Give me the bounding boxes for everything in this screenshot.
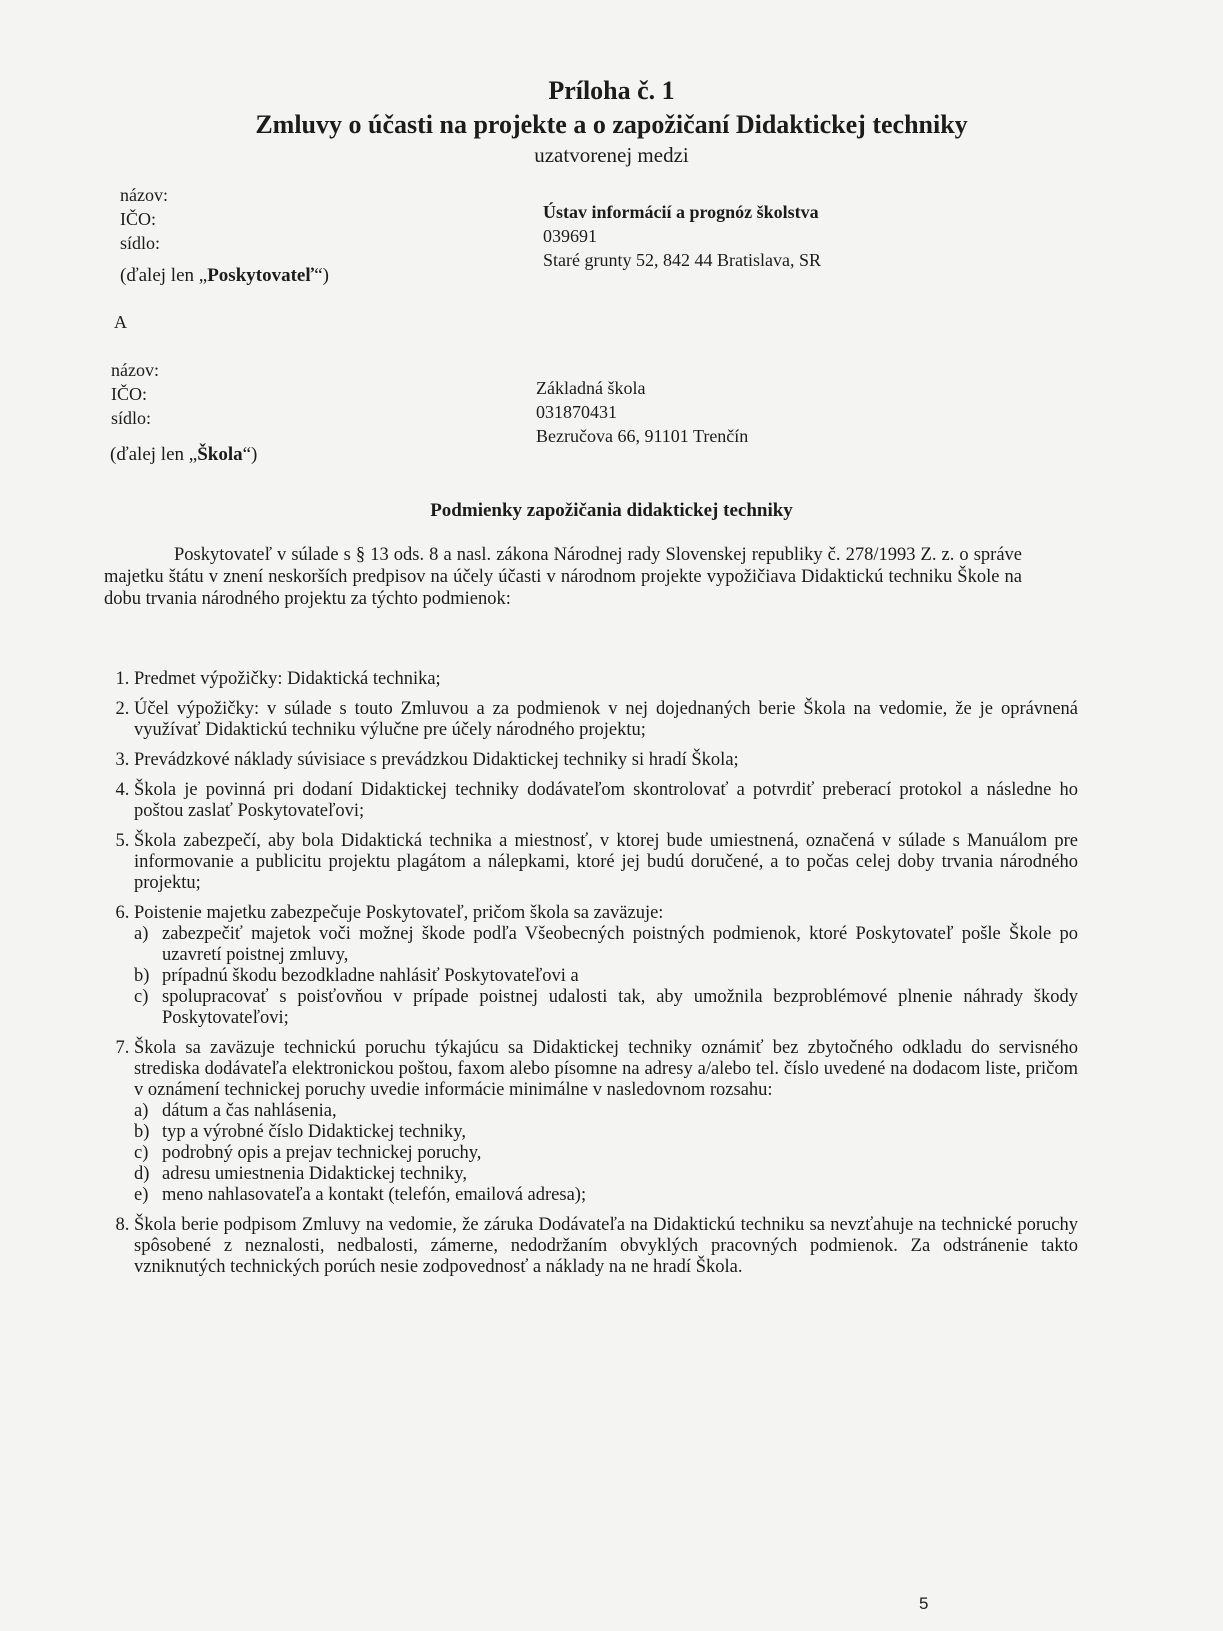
party1-values [543,200,821,272]
sub-item [134,966,1078,987]
item-text: Škola berie podpisom Zmluvy na vedomie, že záruka Dodávateľa na Didaktickú techniku sa nevzťahuje na technické poruchy spôsobené z neznalosti, nedbalosti, zámerne, nedodržaním obvyklých pracovných podmienok. Za odstránenie takto vzniknutých technických porúch nesie zodpovednosť a náklady na ne hradí Škola. [134,1215,1078,1277]
party2-alias-suffix: “) [242,444,258,465]
item-text: Predmet výpožičky: Didaktická technika; [134,669,441,689]
sub-item-text: podrobný opis a prejav technickej poruchy, [162,1143,482,1163]
sub-list [134,924,1078,1029]
item-text: Škola zabezpečí, aby bola Didaktická technika a miestnosť, v ktorej bude umiestnená, označená v súlade s Manuálom pre informovanie a publicitu projektu plagátom a nálepkami, ktoré jej budú doručené, a to počas celej doby trvania národného projektu; [134,831,1078,893]
sub-item [134,1185,1078,1206]
party2-alias-prefix: (ďalej len „ [110,444,198,465]
item-text: Prevádzkové náklady súvisiace s prevádzkou Didaktickej techniky si hradí Škola; [134,750,739,770]
and-label: A [114,312,127,332]
list-item [134,780,1078,822]
party2-label-ico: IČO: [111,384,147,404]
sub-item-label: a) [134,1101,149,1121]
sub-item [134,987,1078,1029]
sub-item [134,1143,1078,1164]
item-text: Škola sa zaväzuje technickú poruchu týkajúcu sa Didaktickej techniky oznámiť bez zbytočného odkladu do servisného strediska dodávateľa elektronickou poštou, faxom alebo písomne na adresy a/alebo tel. číslo uvedené na dodacom liste, pričom v oznámení technickej poruchy uvedie informácie minimálne v nasledovnom rozsahu: [134,1038,1078,1100]
party2-labels [111,358,159,430]
page-number: 5 [919,1594,929,1613]
list-item [134,903,1078,1029]
party1-ico: 039691 [543,226,597,246]
party1-alias-name: Poskytovateľ [207,265,315,286]
sub-list [134,1101,1078,1206]
party1-labels [120,183,168,255]
party1-label-name: názov: [120,185,168,205]
list-item [134,831,1078,894]
sub-item-text: adresu umiestnenia Didaktickej techniky, [162,1164,467,1184]
sub-item-text: dátum a čas nahlásenia, [162,1101,337,1121]
list-item [134,699,1078,741]
list-item [134,1038,1078,1206]
sub-item [134,1122,1078,1143]
party1-alias-prefix: (ďalej len „ [120,265,208,286]
sub-item [134,1101,1078,1122]
list-item [134,1215,1078,1278]
sub-item-text: zabezpečiť majetok voči možnej škode podľa Všeobecných poistných podmienok, ktoré Poskytovateľ pošle Škole po uzavretí poistnej zmluvy, [162,924,1078,965]
sub-item-label: c) [134,1143,149,1163]
party2-alias [110,444,257,466]
party1-alias-suffix: “) [314,265,330,286]
sub-item-label: d) [134,1164,150,1184]
sub-item-text: prípadnú škodu bezodkladne nahlásiť Poskytovateľovi a [162,966,579,986]
sub-item-label: b) [134,966,150,986]
sub-item-text: spolupracovať s poisťovňou v prípade poistnej udalosti tak, aby umožnila bezproblémové plnenie náhrady škody Poskytovateľovi; [162,987,1078,1028]
sub-item-text: meno nahlasovateľa a kontakt (telefón, emailová adresa); [162,1185,587,1205]
section-title: Podmienky zapožičania didaktickej techniky [430,500,793,521]
party1-name: Ústav informácií a prognóz školstva [543,202,819,222]
party2-address: Bezručova 66, 91101 Trenčín [536,426,749,446]
list-item [134,669,1078,690]
sub-item [134,1164,1078,1185]
sub-item [134,924,1078,966]
annex-title: Príloha č. 1 [548,76,675,105]
item-text: Poistenie majetku zabezpečuje Poskytovateľ, pričom škola sa zaväzuje: [134,903,664,923]
party2-label-seat: sídlo: [111,408,152,428]
intro-paragraph: Poskytovateľ v súlade s § 13 ods. 8 a nasl. zákona Národnej rady Slovenskej republiky č. 278/1993 Z. z. o správe majetku štátu v znení neskorších predpisov na účely účasti v národnom projekte vypožičiava Didaktickú techniku Škole na dobu trvania národného projektu za týchto podmienok: [104,545,1022,609]
conditions-list [78,669,1078,1287]
item-text: Účel výpožičky: v súlade s touto Zmluvou a za podmienok v nej dojednaných berie Škola na vedomie, že je oprávnená využívať Didaktickú techniku výlučne pre účely národného projektu; [134,699,1078,740]
sub-item-label: e) [134,1185,149,1205]
contract-title: Zmluvy o účasti na projekte a o zapožičaní Didaktickej techniky [255,110,968,139]
sub-item-label: a) [134,924,149,944]
party1-alias [120,265,329,287]
party2-name: Základná škola [536,378,646,398]
party2-label-name: názov: [111,360,159,380]
party2-values [536,376,748,448]
party2-ico: 031870431 [536,402,617,422]
party1-label-ico: IČO: [120,209,156,229]
party1-address: Staré grunty 52, 842 44 Bratislava, SR [543,250,821,270]
sub-item-label: b) [134,1122,150,1142]
item-text: Škola je povinná pri dodaní Didaktickej techniky dodávateľom skontrolovať a potvrdiť preberací protokol a následne ho poštou zaslať Poskytovateľovi; [134,780,1078,821]
party1-label-seat: sídlo: [120,233,161,253]
between-line: uzatvorenej medzi [534,143,689,167]
party2-alias-name: Škola [197,444,243,465]
sub-item-label: c) [134,987,149,1007]
sub-item-text: typ a výrobné číslo Didaktickej techniky, [162,1122,466,1142]
list-item [134,750,1078,771]
